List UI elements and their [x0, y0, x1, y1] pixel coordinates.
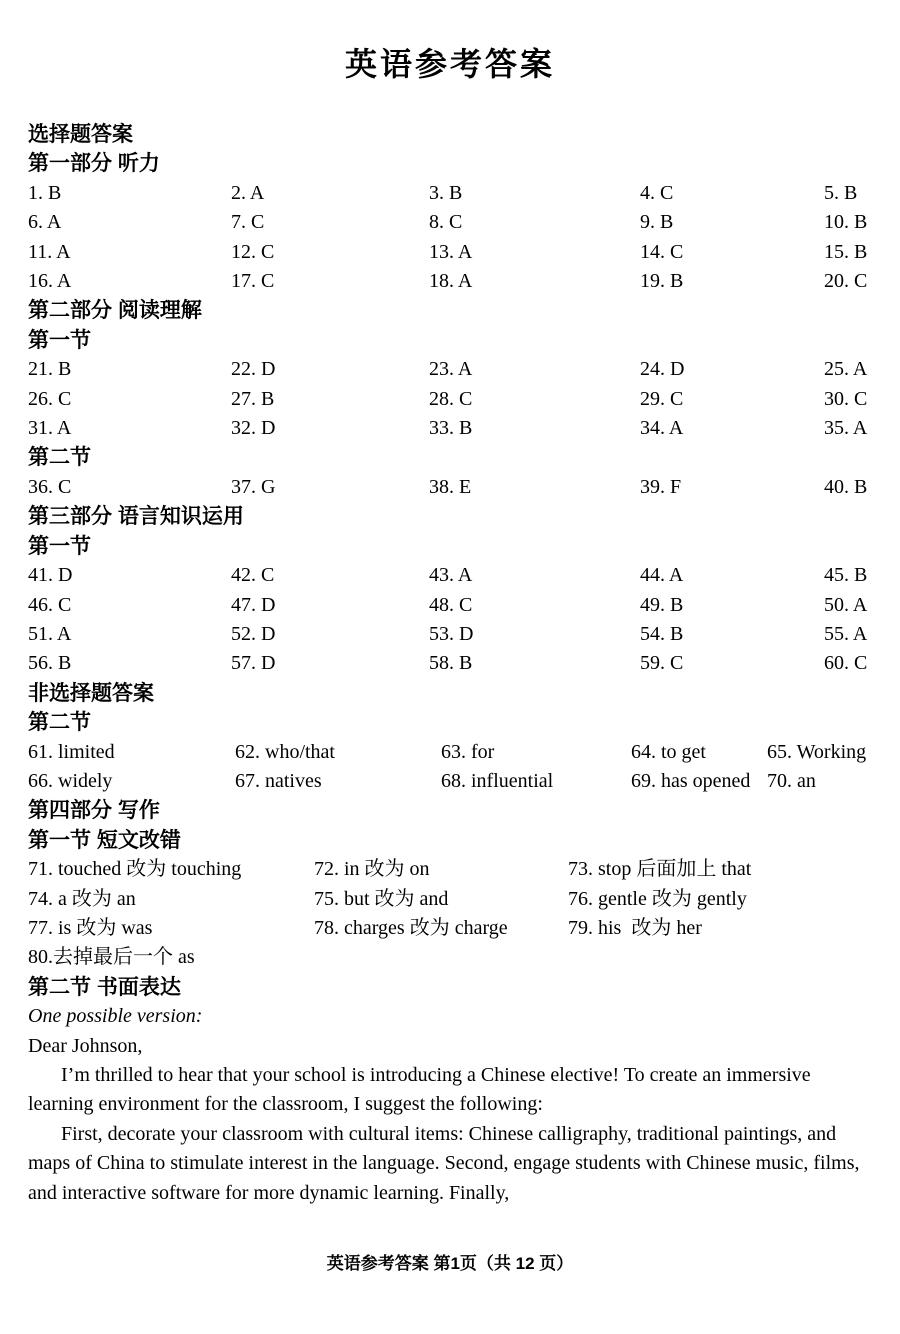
- answer-cell: 25. A: [824, 358, 868, 381]
- answer-cell: 39. F: [640, 475, 682, 498]
- answer-cell: 40. B: [824, 475, 868, 498]
- answer-cell: 6. A: [28, 211, 62, 234]
- answer-cell: 58. B: [429, 652, 473, 675]
- answer-cell: 44. A: [640, 564, 684, 587]
- answer-cell: 13. A: [429, 240, 473, 263]
- answer-cell: 78. charges 改为 charge: [314, 916, 508, 939]
- answer-cell: 26. C: [28, 387, 72, 410]
- answer-cell: 68. influential: [441, 769, 554, 792]
- grammar-fill-answer-grid: [28, 738, 874, 797]
- answer-cell: 64. to get: [631, 740, 706, 763]
- answer-cell: 5. B: [824, 181, 858, 204]
- page-footer: 英语参考答案 第1页（共 12 页）: [326, 1254, 574, 1273]
- writing-paragraphs: [28, 1061, 874, 1208]
- answer-cell: 49. B: [640, 593, 684, 616]
- answer-cell: 12. C: [231, 240, 275, 263]
- answer-cell: 35. A: [824, 417, 868, 440]
- answer-cell: 71. touched 改为 touching: [28, 858, 242, 881]
- answer-cell: 61. limited: [28, 740, 115, 763]
- heading-part2-section1: 第一节: [28, 328, 91, 352]
- heading-part4-section1-error-correction: 第一节 短文改错: [28, 828, 181, 852]
- answer-cell: 30. C: [824, 387, 868, 410]
- letter-paragraph: First, decorate your classroom with cultural items: Chinese calligraphy, traditional paintings, and maps of China to stimulate interest in the language. Second, engage students with Chinese music, films, and interactive software for more dynamic learning. Finally,: [28, 1122, 860, 1204]
- answer-cell: 41. D: [28, 564, 73, 587]
- answer-cell: 48. C: [429, 593, 473, 616]
- answer-cell: 3. B: [429, 181, 463, 204]
- answer-cell: 69. has opened: [631, 769, 751, 792]
- answer-cell: 21. B: [28, 358, 72, 381]
- page-title: 英语参考答案: [344, 46, 555, 82]
- answer-cell: 54. B: [640, 622, 684, 645]
- heading-part4-section2-written-expression: 第二节 书面表达: [28, 975, 181, 999]
- answer-cell: 65. Working: [767, 740, 867, 763]
- reading-section1-answer-grid: [28, 355, 874, 443]
- answer-cell: 56. B: [28, 652, 72, 675]
- answer-cell: 32. D: [231, 417, 276, 440]
- answer-cell: 7. C: [231, 211, 265, 234]
- answer-cell: 9. B: [640, 211, 674, 234]
- page-content: [0, 84, 900, 1208]
- letter-paragraph: I’m thrilled to hear that your school is introducing a Chinese elective! To create an immersive learning environment for the classroom, I suggest the following:: [28, 1064, 811, 1116]
- answer-cell: 31. A: [28, 417, 72, 440]
- heading-non-choice-answers: 非选择题答案: [28, 681, 154, 705]
- error-correction-answer-grid: [28, 855, 874, 943]
- answer-cell: 36. C: [28, 475, 72, 498]
- heading-non-choice-section2: 第二节: [28, 711, 91, 735]
- writing-salutation: Dear Johnson,: [28, 1034, 143, 1057]
- answer-cell: 11. A: [28, 240, 71, 263]
- answer-cell: 22. D: [231, 358, 276, 381]
- heading-part4-writing: 第四部分 写作: [28, 799, 160, 823]
- reading-section2-answer-grid: [28, 473, 874, 502]
- answer-cell: 4. C: [640, 181, 674, 204]
- answer-cell: 38. E: [429, 475, 472, 498]
- answer-cell: 33. B: [429, 417, 473, 440]
- answer-cell: 76. gentle 改为 gently: [568, 887, 747, 910]
- answer-cell: 51. A: [28, 622, 72, 645]
- answer-cell: 23. A: [429, 358, 473, 381]
- answer-cell: 72. in 改为 on: [314, 858, 430, 881]
- answer-cell: 8. C: [429, 211, 463, 234]
- answer-cell: 52. D: [231, 622, 276, 645]
- answer-cell: 24. D: [640, 358, 685, 381]
- answer-cell: 60. C: [824, 652, 868, 675]
- heading-part3-language-use: 第三部分 语言知识运用: [28, 505, 244, 529]
- answer-cell: 73. stop 后面加上 that: [568, 858, 752, 881]
- error-correction-answer-80: 80.去掉最后一个 as: [28, 946, 195, 969]
- answer-cell: 74. a 改为 an: [28, 887, 136, 910]
- answer-cell: 50. A: [824, 593, 868, 616]
- answer-cell: 79. his 改为 her: [568, 916, 702, 939]
- answer-cell: 55. A: [824, 622, 868, 645]
- heading-choice-answers: 选择题答案: [28, 123, 133, 146]
- answer-cell: 15. B: [824, 240, 868, 263]
- answer-cell: 70. an: [767, 769, 816, 792]
- answer-cell: 62. who/that: [235, 740, 335, 763]
- answer-cell: 63. for: [441, 740, 495, 763]
- answer-cell: 34. A: [640, 417, 684, 440]
- answer-cell: 47. D: [231, 593, 276, 616]
- listening-answer-grid: [28, 179, 874, 297]
- answer-cell: 20. C: [824, 270, 868, 293]
- answer-cell: 16. A: [28, 270, 72, 293]
- answer-cell: 53. D: [429, 622, 474, 645]
- answer-cell: 10. B: [824, 211, 868, 234]
- answer-cell: 14. C: [640, 240, 684, 263]
- answer-cell: 42. C: [231, 564, 275, 587]
- answer-cell: 1. B: [28, 181, 62, 204]
- answer-cell: 67. natives: [235, 769, 322, 792]
- answer-cell: 29. C: [640, 387, 684, 410]
- heading-part3-section1: 第一节: [28, 534, 91, 558]
- answer-cell: 57. D: [231, 652, 276, 675]
- answer-cell: 59. C: [640, 652, 684, 675]
- answer-cell: 27. B: [231, 387, 275, 410]
- heading-part2-reading: 第二部分 阅读理解: [28, 299, 202, 323]
- answer-cell: 66. widely: [28, 769, 113, 792]
- answer-cell: 18. A: [429, 270, 473, 293]
- answer-cell: 28. C: [429, 387, 473, 410]
- heading-part1-listening: 第一部分 听力: [28, 152, 160, 176]
- answer-cell: 17. C: [231, 270, 275, 293]
- heading-part2-section2: 第二节: [28, 446, 91, 470]
- answer-cell: 75. but 改为 and: [314, 887, 449, 910]
- answer-cell: 45. B: [824, 564, 868, 587]
- answer-cell: 2. A: [231, 181, 265, 204]
- cloze-answer-grid: [28, 561, 874, 679]
- answer-cell: 43. A: [429, 564, 473, 587]
- writing-version-label: One possible version:: [28, 1005, 203, 1028]
- answer-cell: 37. G: [231, 475, 276, 498]
- answer-cell: 19. B: [640, 270, 684, 293]
- answer-cell: 46. C: [28, 593, 72, 616]
- answer-cell: 77. is 改为 was: [28, 916, 153, 939]
